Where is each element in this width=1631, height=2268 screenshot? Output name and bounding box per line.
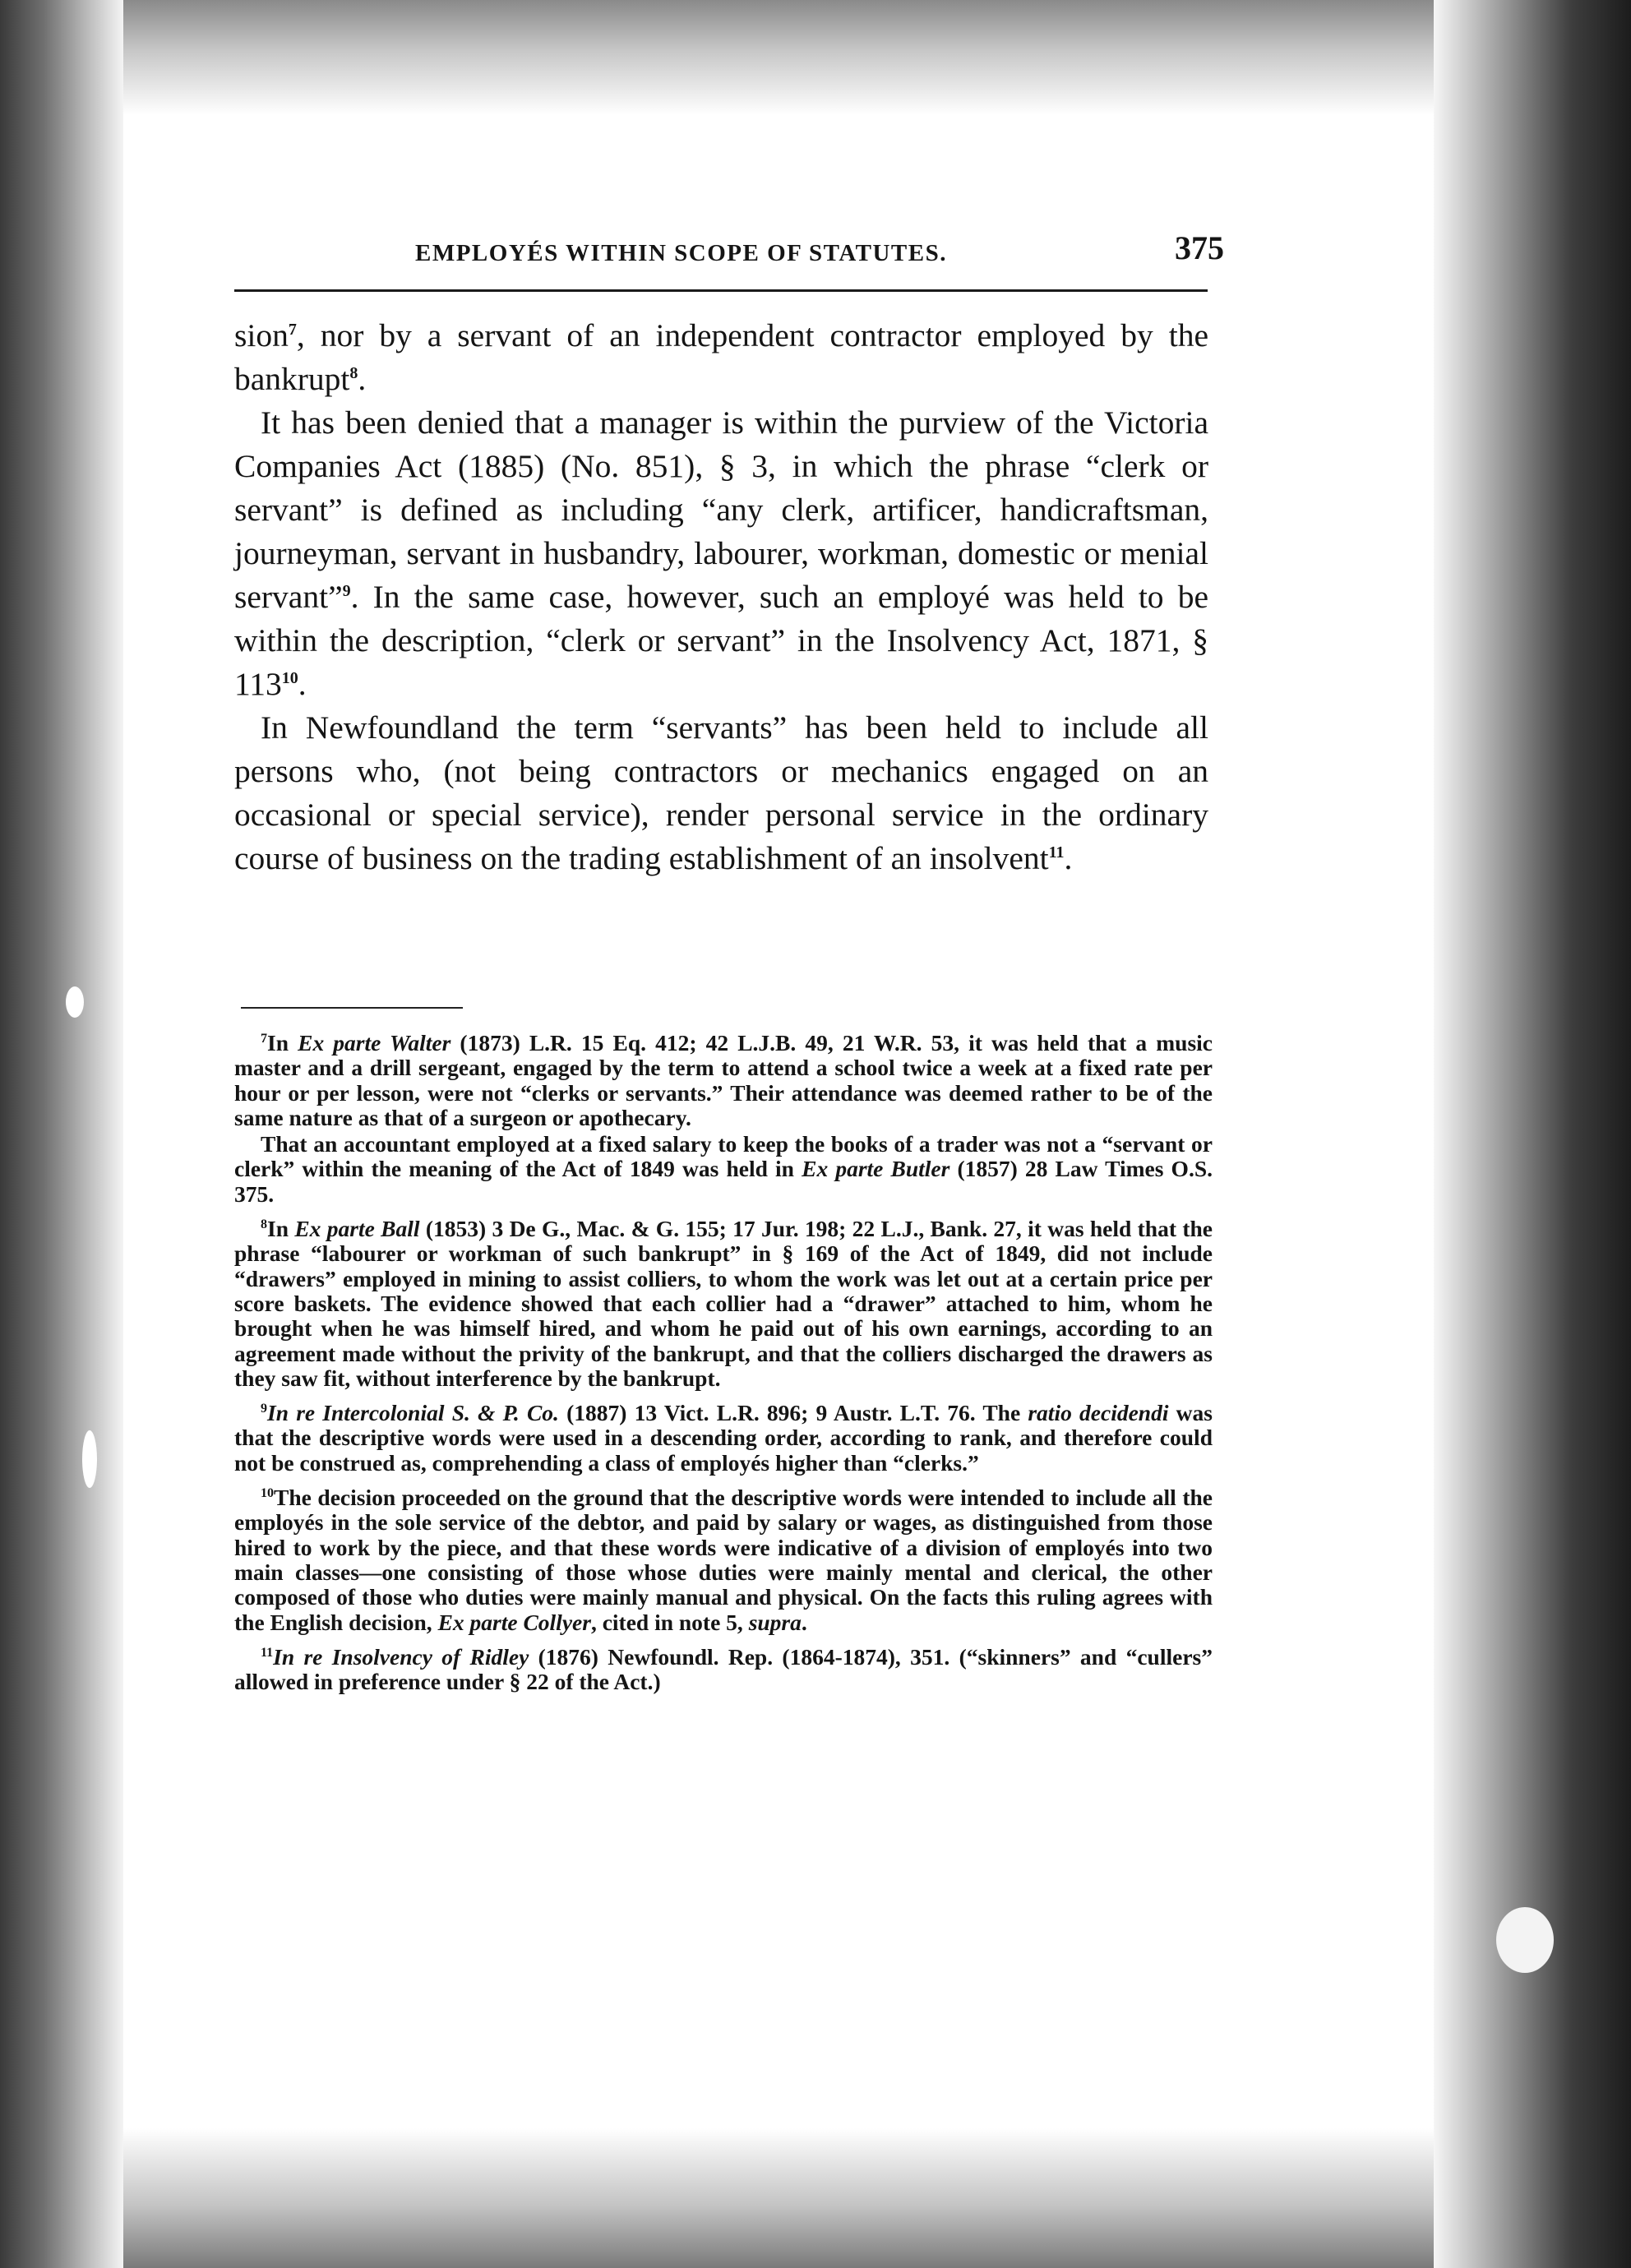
paragraph-2-text-a: It has been denied that a manager is within the purview of the Victoria Companies Act (1885) (No. 851), § 3, in which the phrase “clerk or servant” is defined as including “any clerk, artificer, handicraftsman, journeyman, servant in husbandry, labourer, workman, domestic or menial servant” [234,404,1208,615]
scan-edge-top [0,0,1631,115]
footnote-mark: 9 [261,1402,267,1416]
footnote-10 [234,1485,1213,1635]
footnote-text: (1873) L.R. 15 Eq. 412; 42 L.J.B. 49, 21 W.R. 53, it was held that a music master and a drill sergeant, engaged by the term to attend a school twice a week at a fixed rate per hour or per lesson, were not “clerks or servants.” Their attendance was deemed rather to be of the same nature as that of a surgeon or apothecary. [234,1030,1213,1130]
footnote-11 [234,1645,1213,1695]
footnote-text: , cited in note 5, [590,1609,749,1635]
footnote-text: (1887) 13 Vict. L.R. 896; 9 Austr. L.T. 76. The [558,1400,1028,1426]
case-name: Ex parte Butler [802,1156,950,1182]
footnote-text: . [801,1609,807,1635]
latin-phrase: ratio decidendi [1028,1400,1169,1426]
footnote-text: (1853) 3 De G., Mac. & G. 155; 17 Jur. 198; 22 L.J., Bank. 27, it was held that the phrase “labourer or workman of such bankrupt” in § 169 of the Act of 1849, did not include “drawers” employed in mining to assist colliers, to whom the work was let out at a certain price per score baskets. The evidence showed that each collier had a “drawer” attached to him, whom he brought when he was himself hired, and whom he paid out of his own earnings, according to an agreement made without the privity of the bankrupt, and that the colliers discharged the drawers as they saw fit, without interference by the bankrupt. [234,1216,1213,1391]
book-page [234,222,1224,1695]
case-name: Ex parte Walter [298,1030,451,1055]
header-rule [234,289,1208,292]
footnote-text: In [267,1216,295,1242]
footnote-mark: 7 [261,1031,267,1046]
footnote-text: (1857) 28 Law Times O.S. 375. [234,1156,1213,1207]
footnote-text: was that the descriptive words were used in a descending order, according to rank, and therefore could not be construed as, comprehending a class of employés higher than “clerks.” [234,1400,1213,1476]
footnote-8 [234,1217,1213,1391]
footnote-text: That an accountant employed at a fixed salary to keep the books of a trader was not a “servant or clerk” within the meaning of the Act of 1849 was held in [234,1131,1213,1182]
footnote-7-continued [234,1132,1213,1207]
paragraph-3-text-a: In Newfoundland the term “servants” has been held to include all persons who, (not being contractors or mechanics engaged on an occasional or special service), render personal service in the ordinary course of business on the trading establishment of an insolvent [234,709,1208,876]
paragraph-3 [234,706,1208,880]
supra-word: supra [748,1609,802,1635]
case-name: Ex parte Ball [294,1216,420,1242]
footnote-ref: 9 [342,581,351,600]
footnote-9 [234,1401,1213,1476]
footnote-text: The decision proceeded on the ground that the descriptive words were intended to include all the employés in the sole service of the debtor, and paid by salary or wages, as distinguished from those hired to work by the piece, and that these words were indicative of a division of employés into two main classes—one consisting of those whose duties were mainly mental and clerical, the other composed of those who duties were mainly manual and physical. On the facts this ruling agrees with the English decision, [234,1485,1213,1635]
paragraph-1-text-c: . [358,361,367,397]
footnote-ref: 7 [288,320,297,339]
paragraph-3-text-b: . [1064,840,1073,876]
page-number: 375 [1175,229,1224,266]
paragraph-1-text-b: , nor by a servant of an independent contractor employed by the bankrupt [234,317,1208,397]
footnote-mark: 10 [261,1485,274,1500]
running-head [234,222,1224,271]
footnote-text: In [267,1030,298,1055]
paragraph-2-text-c: . [298,666,307,702]
scan-speck [1496,1907,1554,1973]
scan-speck [66,986,84,1018]
footnote-text: (1876) Newfoundl. Rep. (1864-1874), 351. (“skinners” and “cullers” allowed in preference under § 22 of the Act.) [234,1643,1213,1695]
body-text [234,314,1208,880]
case-name: In re Insolvency of Ridley [273,1643,529,1670]
scan-speck [82,1430,97,1488]
footnote-7 [234,1031,1213,1130]
paragraph-1 [234,314,1208,401]
scan-edge-left [0,0,123,2268]
case-name: In re Intercolonial S. & P. Co. [267,1400,559,1426]
paragraph-2 [234,401,1208,706]
footnote-ref: 11 [1048,843,1065,861]
running-title: EMPLOYÉS WITHIN SCOPE OF STATUTES. [415,240,947,266]
scan-edge-bottom [0,2128,1631,2268]
paragraph-1-text-a: sion [234,317,289,353]
footnote-mark: 8 [261,1217,267,1231]
footnote-rule [241,1007,463,1009]
footnote-ref: 10 [281,668,298,687]
paragraph-2-text-b: . In the same case, however, such an employé was held to be within the description, “clerk or servant” in the Insolvency Act, 1871, § 113 [234,579,1208,702]
footnote-mark: 11 [261,1645,274,1660]
case-name: Ex parte Collyer [437,1609,591,1635]
footnotes [234,1031,1213,1704]
footnote-ref: 8 [349,363,358,382]
